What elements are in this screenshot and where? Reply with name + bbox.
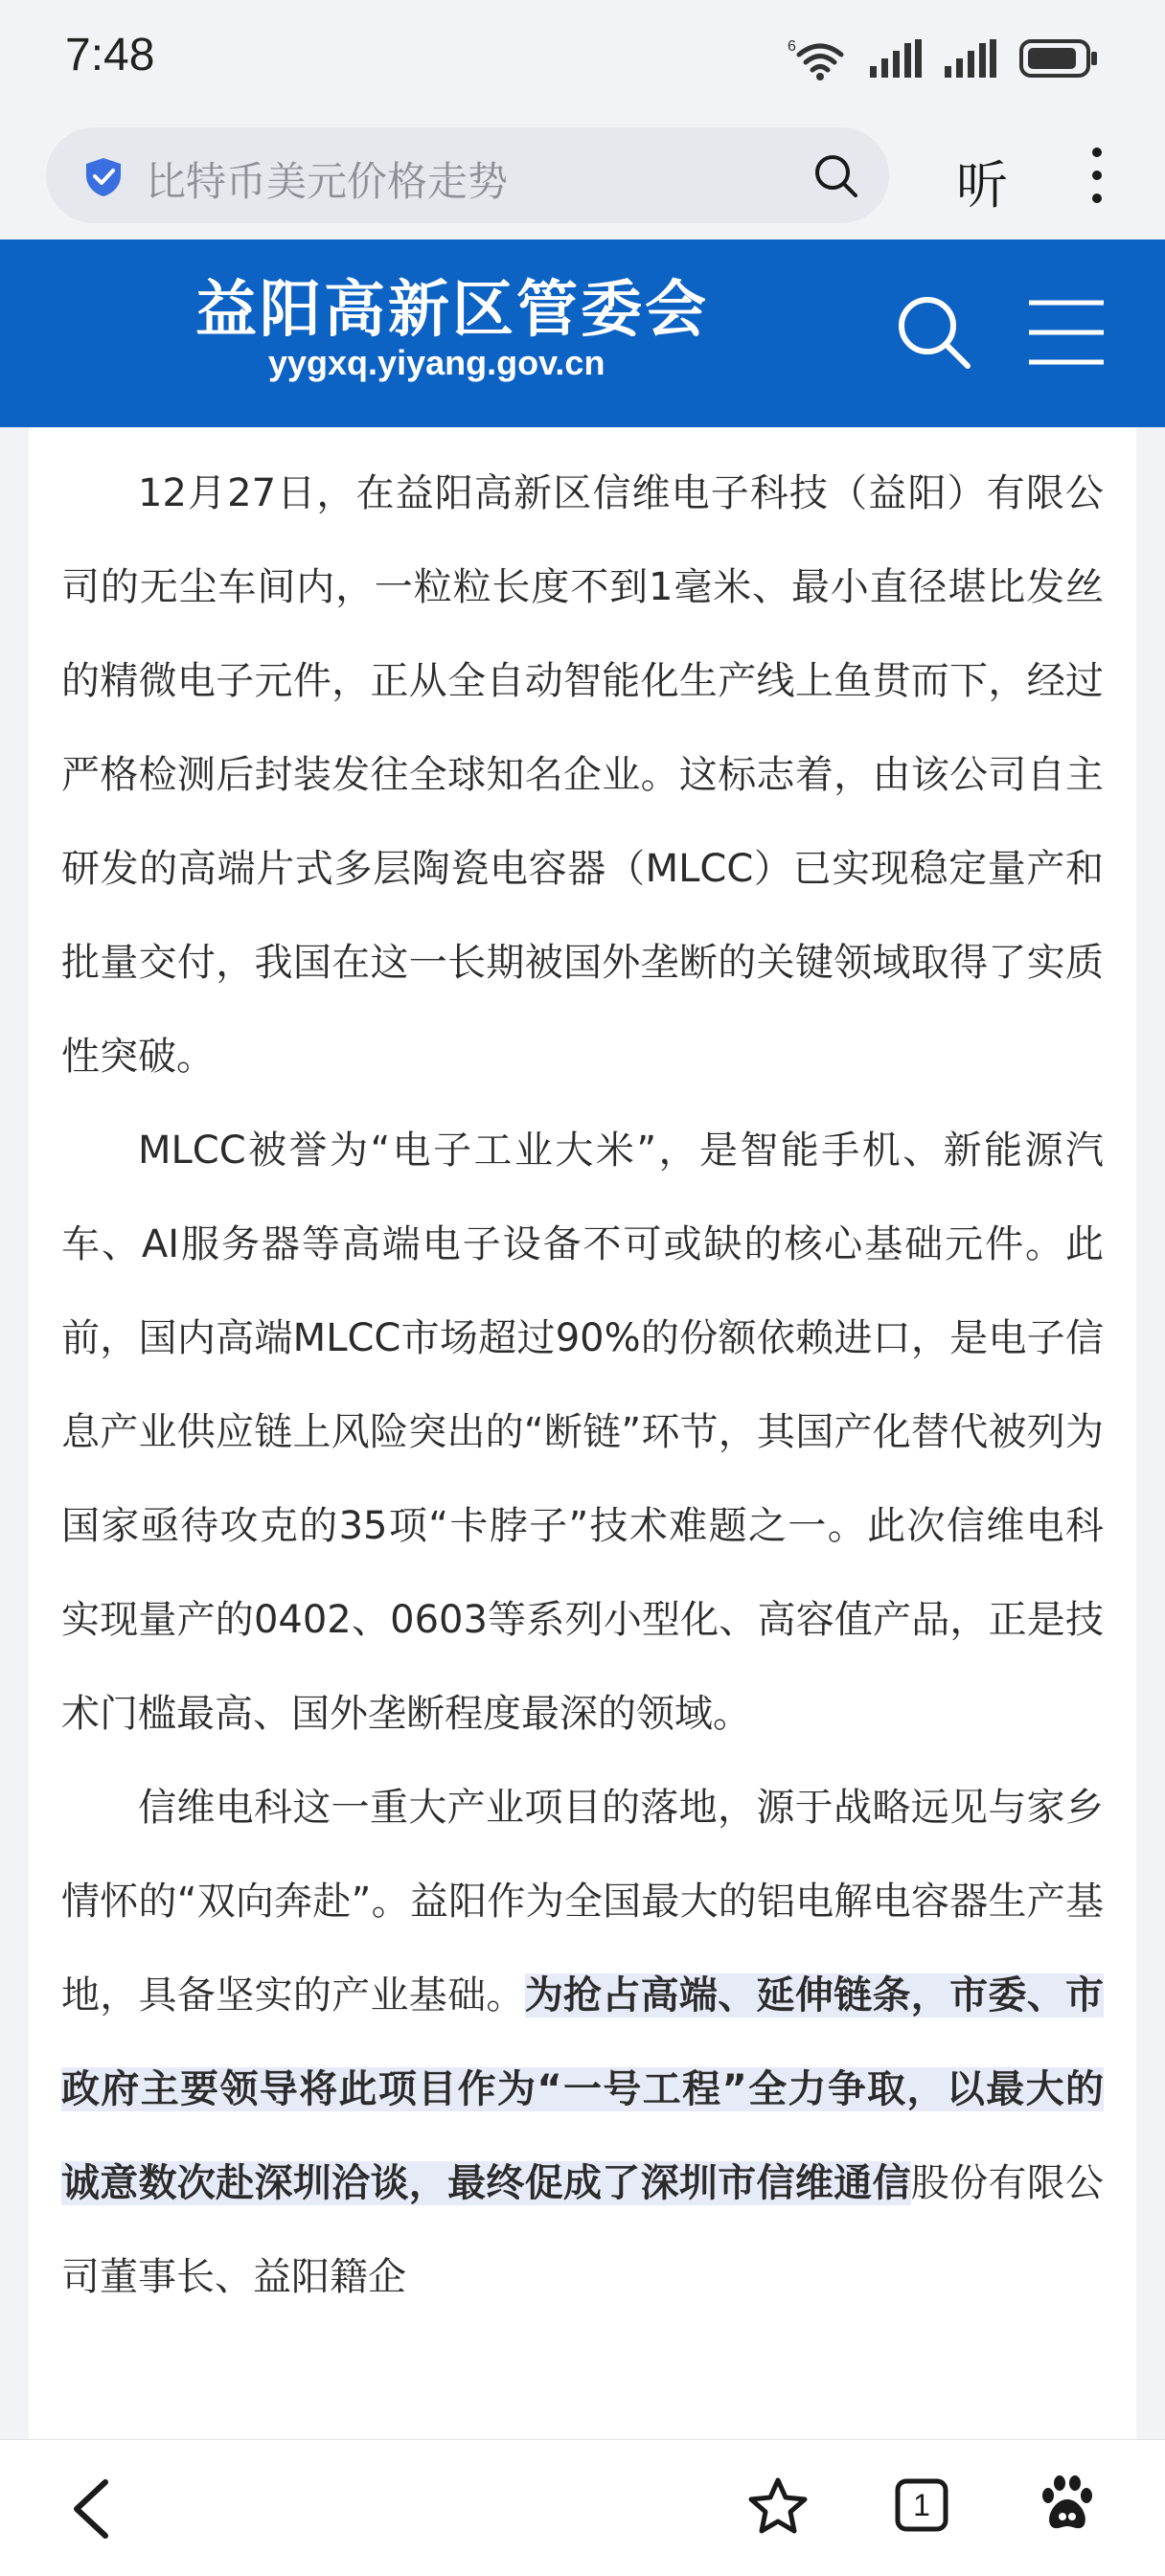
battery-icon xyxy=(1019,39,1098,78)
search-query-text[interactable]: 比特币美元价格走势 xyxy=(146,158,509,205)
star-icon[interactable] xyxy=(747,2476,809,2536)
article-body xyxy=(29,427,1136,2439)
status-icons xyxy=(788,34,1098,82)
article-paragraph xyxy=(29,1761,1136,2324)
highlighted-text: 为抢占高端、延伸链条，市委、市政府主要领导将此项目作为“一号工程”全力争取，以最大的诚意数次赴深圳洽谈，最终促成了深圳市信维通信 xyxy=(61,1973,1105,2205)
paw-icon[interactable] xyxy=(1040,2474,1094,2532)
shield-icon xyxy=(82,156,125,198)
signal-icon xyxy=(945,39,996,78)
tab-count: 1 xyxy=(913,2488,930,2522)
status-time: 7:48 xyxy=(65,30,155,80)
paragraph-tail-text: 股份有限公司董事长、益阳籍企 xyxy=(61,2161,1105,2299)
browser-toolbar xyxy=(0,120,1165,239)
status-bar xyxy=(0,0,1165,120)
search-icon[interactable] xyxy=(812,152,860,200)
menu-icon[interactable] xyxy=(1027,299,1106,366)
tabs-button[interactable] xyxy=(895,2478,948,2536)
more-icon[interactable] xyxy=(1083,145,1111,206)
wifi-icon xyxy=(788,35,847,81)
paragraph-text: 信维电科这一重大产业项目的落地，源于战略远见与家乡情怀的“双向奔赴”。益阳作为全国最大的铝电解电容器生产基地，具备坚实的产业基础。 xyxy=(61,1786,1104,2017)
svg-text:6: 6 xyxy=(788,38,796,55)
article-paragraph: 12月27日，在益阳高新区信维电子科技（益阳）有限公司的无尘车间内，一粒粒长度不到1毫米、最小直径堪比发丝的精微电子元件，正从全自动智能化生产线上鱼贯而下，经过严格检测后封装发往全球知名企业。这标志着，由该公司自主研发的高端片式多层陶瓷电容器（MLCC）已实现稳定量产和批量交付，我国在这一长期被国外垄断的关键领域取得了实质性突破。 xyxy=(61,471,1104,1079)
listen-button[interactable]: 听 xyxy=(956,155,1008,216)
address-search-box[interactable] xyxy=(46,127,889,223)
article-paragraph: MLCC被誉为“电子工业大米”，是智能手机、新能源汽车、AI服务器等高端电子设备不可或缺的核心基础元件。此前，国内高端MLCC市场超过90%的份额依赖进口，是电子信息产业供应链上风险突出的“断链”环节，其国产化替代被列为国家亟待攻克的35项“卡脖子”技术难题之一。此次信维电科实现量产的0402、0603等系列小型化、高容值产品，正是技术门槛最高、国外垄断程度最深的领域。 xyxy=(61,1128,1104,1736)
site-url: yygxq.yiyang.gov.cn xyxy=(268,343,605,382)
bottom-navigation xyxy=(0,2439,1165,2576)
site-header xyxy=(0,239,1165,427)
search-icon[interactable] xyxy=(895,293,973,372)
site-title[interactable]: 益阳高新区管委会 xyxy=(195,275,709,346)
signal-icon xyxy=(870,39,922,78)
back-icon[interactable] xyxy=(67,2478,115,2540)
